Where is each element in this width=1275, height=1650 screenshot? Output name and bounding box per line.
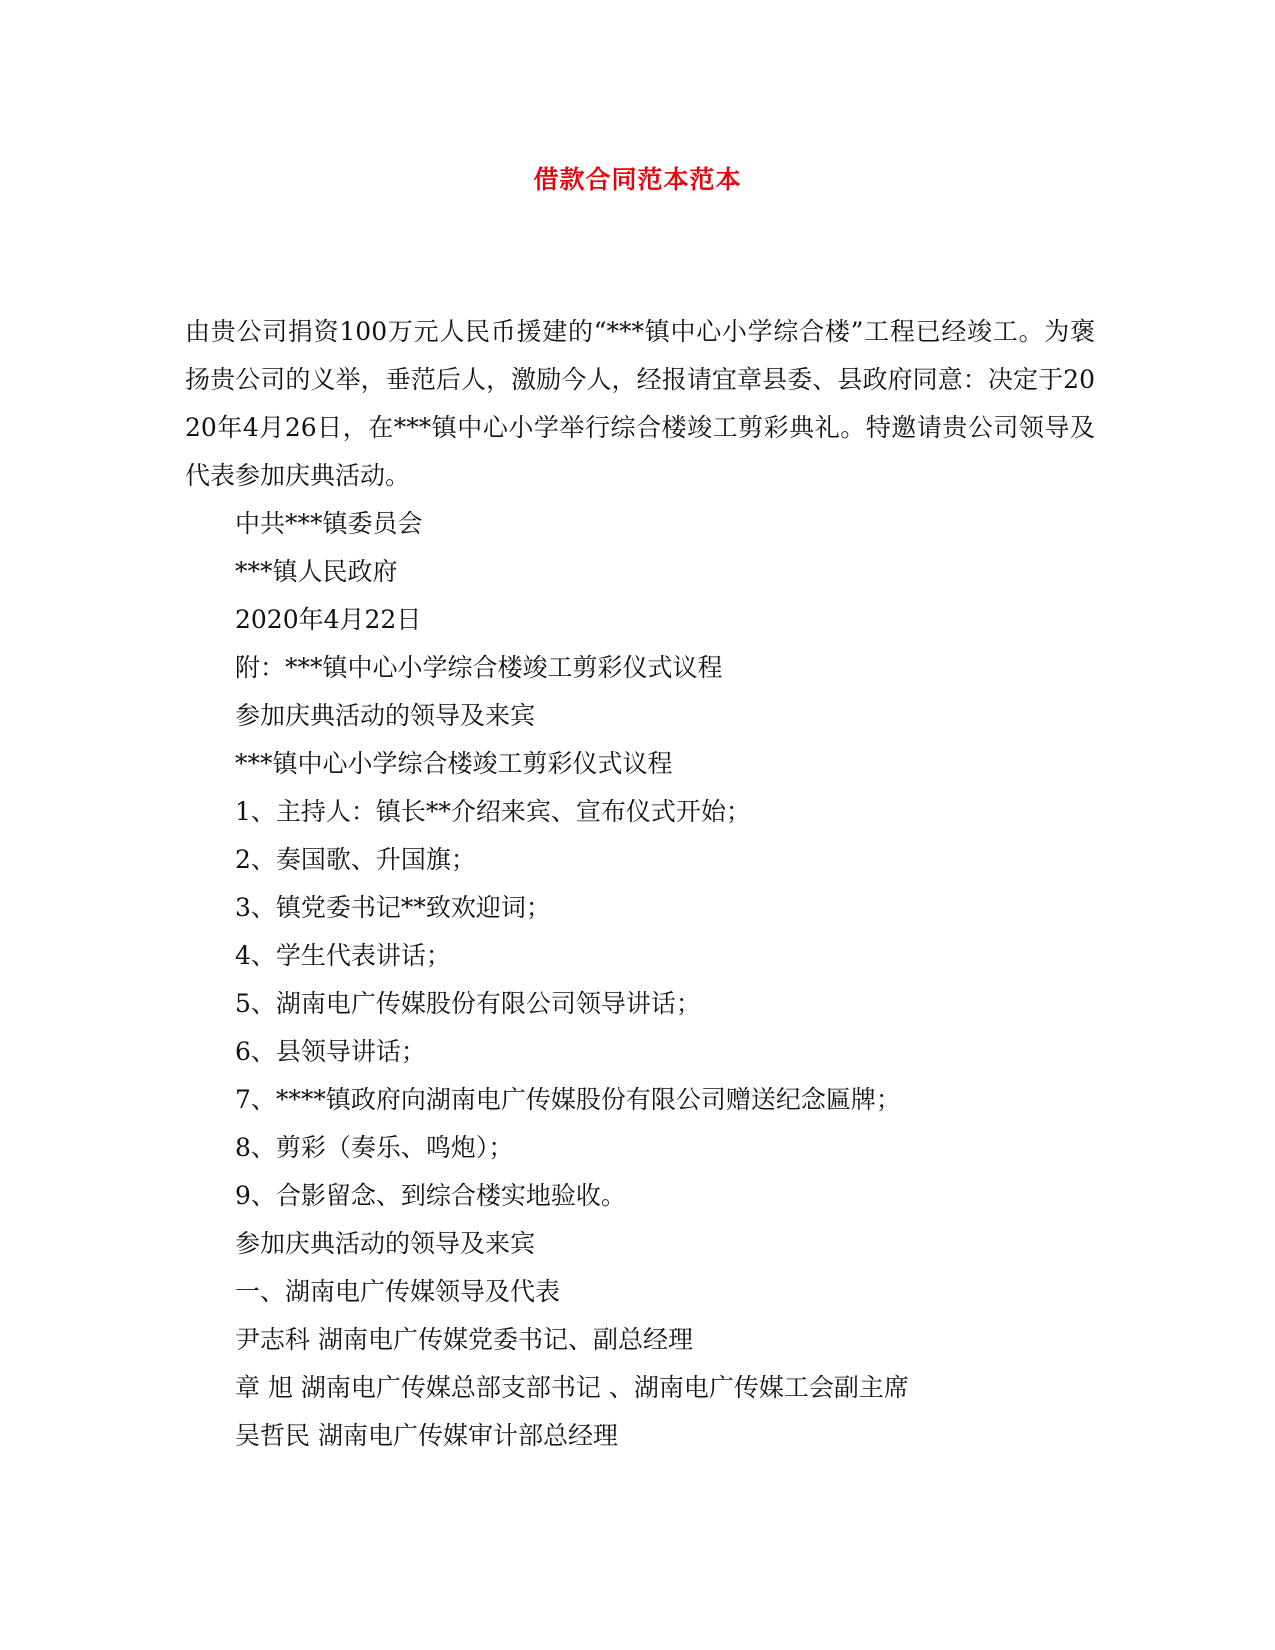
intro-paragraph: 由贵公司捐资100万元人民币援建的“***镇中心小学综合楼”工程已经竣工。为褒扬贵公司的义举，垂范后人，激励今人，经报请宜章县委、县政府同意：决定于2020年4月26日，在***镇中心小学举行综合楼竣工剪彩典礼。特邀请贵公司领导及代表参加庆典活动。 [185,317,1095,490]
guest-entry: 尹志科 湖南电广传媒党委书记、副总经理 [235,1325,693,1354]
signature-town-government: ***镇人民政府 [235,557,398,586]
signature-party-committee: 中共***镇委员会 [235,509,423,538]
agenda-item: 5、湖南电广传媒股份有限公司领导讲话； [235,989,701,1018]
agenda-item: 8、剪彩（奏乐、鸣炮）； [235,1133,514,1162]
agenda-item: 9、合影留念、到综合楼实地验收。 [235,1181,626,1210]
agenda-item: 6、县领导讲话； [235,1037,426,1066]
signature-date: 2020年4月22日 [235,605,422,634]
agenda-item: 2、奏国歌、升国旗； [235,845,476,874]
document-body [185,308,1095,1460]
guest-entry: 章 旭 湖南电广传媒总部支部书记 、湖南电广传媒工会副主席 [235,1373,909,1402]
guest-entry: 吴哲民 湖南电广传媒审计部总经理 [235,1421,618,1450]
document-title: 借款合同范本范本 [533,165,742,194]
guests-section-heading: 一、湖南电广传媒领导及代表 [235,1277,561,1306]
agenda-item: 4、学生代表讲话； [235,941,451,970]
agenda-item: 3、镇党委书记**致欢迎词； [235,893,551,922]
attachment-note: 附：***镇中心小学综合楼竣工剪彩仪式议程 [235,653,723,682]
agenda-heading: ***镇中心小学综合楼竣工剪彩仪式议程 [235,749,673,778]
agenda-item: 1、主持人：镇长**介绍来宾、宣布仪式开始； [235,797,751,826]
attachment-guests-note: 参加庆典活动的领导及来宾 [235,701,536,730]
agenda-item: 7、****镇政府向湖南电广传媒股份有限公司赠送纪念匾牌； [235,1085,901,1114]
guests-heading: 参加庆典活动的领导及来宾 [235,1229,536,1258]
